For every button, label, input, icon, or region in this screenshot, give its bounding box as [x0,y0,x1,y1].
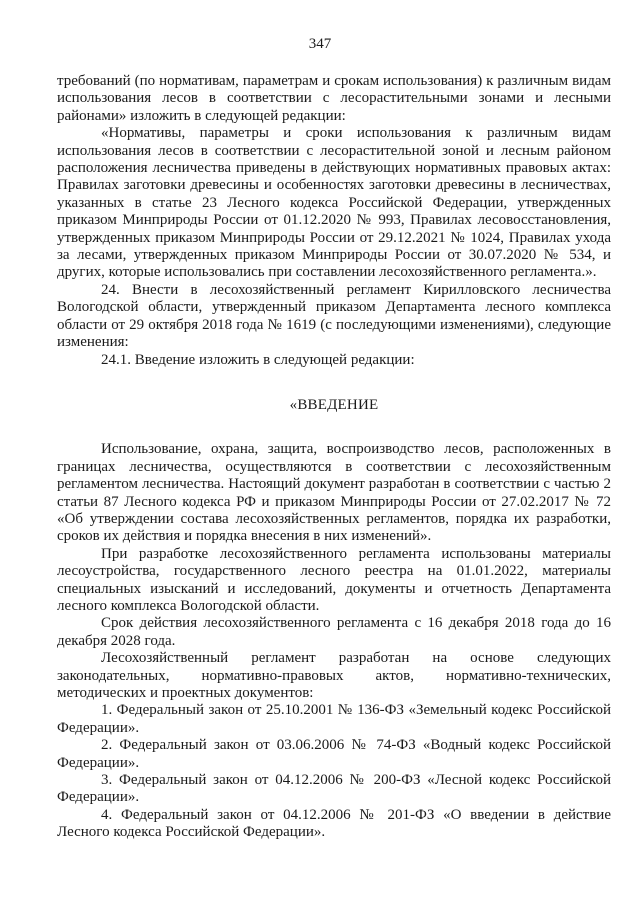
list-item: 2. Федеральный закон от 03.06.2006 № 74-ФЗ «Водный кодекс Российской Федерации». [57,737,611,771]
paragraph-item-24-1: 24.1. Введение изложить в следующей редакции: [101,351,415,368]
paragraph-quoted-norms: «Нормативы, параметры и сроки использования к различным видам использования лесов в соответствии с лесорастительной зоной и лесным районом расположения лесничества приведены в действующих нормативных правовых актах: Правилах заготовки древесины и особенностях заготовки древесины в лесничествах, указанных в статье 23 Лесного кодекса Российской Федерации, утвержденных приказом Минприроды России от 01.12.2020 № 993, Правилах лесовосстановления, утвержденных приказом Минприроды России от 29.12.2021 № 1024, Правилах ухода за лесами, утвержденных приказом Минприроды России от 30.07.2020 № 534, и других, которые использовались при составлении лесохозяйственного регламента.». [57,125,611,281]
list-item: 1. Федеральный закон от 25.10.2001 № 136-ФЗ «Земельный кодекс Российской Федерации». [57,702,611,736]
paragraph-item-24: 24. Внести в лесохозяйственный регламент Кирилловского лесничества Вологодской области, утвержденный приказом Департамента лесного комплекса области от 29 октября 2018 года № 1619 (с последующими изменениями), следующие изменения: [57,281,611,351]
paragraph-introduction: Использование, охрана, защита, воспроизводство лесов, расположенных в границах лесничества, осуществляются в соответствии с лесохозяйственным регламентом лесничества. Настоящий документ разработан в соответствии с частью 2 статьи 87 Лесного кодекса РФ и приказом Минприроды России от 27.02.2017 № 72 «Об утверждении состава лесохозяйственных регламентов, порядка их разработки, сроков их действия и порядка внесения в них изменений». [57,441,611,545]
list-item: 4. Федеральный закон от 04.12.2006 № 201-ФЗ «О введении в действие Лесного кодекса Российской Федерации». [57,806,611,841]
paragraph-continuation: требований (по нормативам, параметрам и срокам использования) к различным видам использования лесов в соответствии с лесорастительными зонами и лесными районами» изложить в следующей редакции: [57,73,611,124]
document-body [57,73,611,842]
list-item: 3. Федеральный закон от 04.12.2006 № 200-ФЗ «Лесной кодекс Российской Федерации». [57,772,611,806]
section-heading: «ВВЕДЕНИЕ [289,396,379,413]
paragraph-basis: Лесохозяйственный регламент разработан на основе следующих законодательных, нормативно-правовых актов, нормативно-технических, методических и проектных документов: [57,650,611,701]
paragraph-validity-period: Срок действия лесохозяйственного регламента с 16 декабря 2018 года до 16 декабря 2028 года. [57,615,611,649]
page-number: 347 [308,36,332,52]
paragraph-materials: При разработке лесохозяйственного регламента использованы материалы лесоустройства, государственного лесного реестра на 01.01.2022, материалы специальных изысканий и исследований, документы и отчетность Департамента лесного комплекса Вологодской области. [57,545,611,614]
